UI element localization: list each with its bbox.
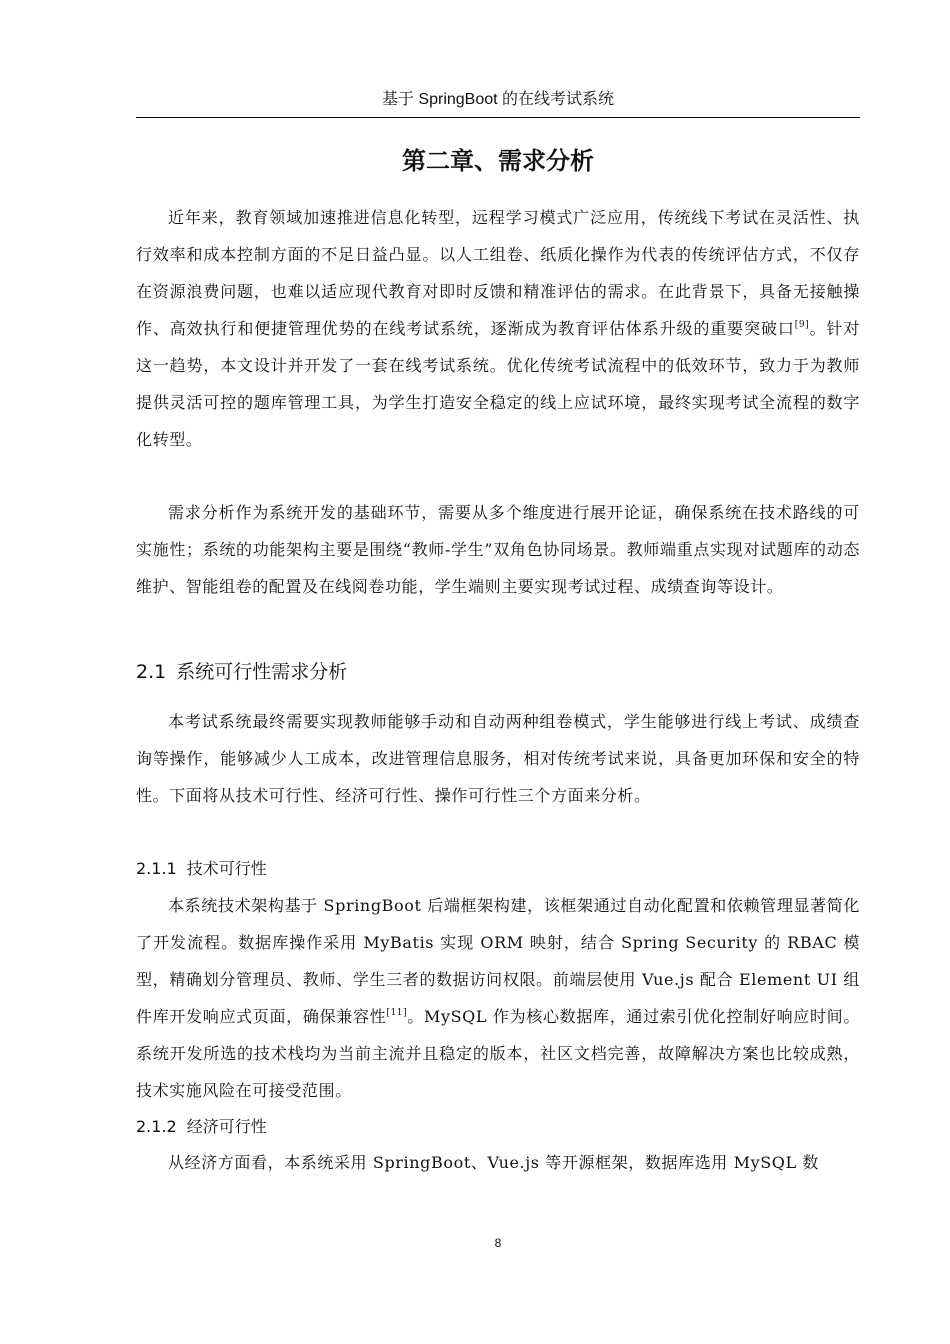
section-title: 系统可行性需求分析: [176, 661, 348, 683]
citation-11[interactable]: [11]: [386, 1008, 408, 1018]
section-number: 2.1.1: [136, 859, 177, 878]
header-rule: [136, 117, 860, 118]
section-number: 2.1.2: [136, 1117, 177, 1136]
intro-paragraph-1-text: 近年来，教育领域加速推进信息化转型，远程学习模式广泛应用，传统线下考试在灵活性、执行效率和成本控制方面的不足日益凸显。以人工组卷、纸质化操作为代表的传统评估方式，不仅存在资源浪费问题，也难以适应现代教育对即时反馈和精准评估的需求。在此背景下，具备无接触操作、高效执行和便捷管理优势的在线考试系统，逐渐成为教育评估体系升级的重要突破口: [136, 208, 860, 338]
section-2-1-2-paragraph: 从经济方面看，本系统采用 SpringBoot、Vue.js 等开源框架，数据库选用 MySQL 数: [168, 1153, 820, 1172]
section-heading-2-1: [136, 658, 860, 686]
section-title: 技术可行性: [186, 859, 267, 878]
section-2-1-1-paragraph: [136, 887, 860, 1109]
section-heading-2-1-2: [136, 1115, 860, 1139]
citation-9[interactable]: [9]: [794, 320, 810, 330]
section-2-1-1-paragraph-text-after-citation: 。MySQL 作为核心数据库，通过索引优化控制好响应时间。系统开发所选的技术栈均为当前主流并且稳定的版本，社区文档完善，故障解决方案也比较成熟，技术实施风险在可接受范围。: [136, 1007, 860, 1100]
intro-paragraph-1-text-after-citation: 。针对这一趋势，本文设计并开发了一套在线考试系统。优化传统考试流程中的低效环节，致力于为教师提供灵活可控的题库管理工具，为学生打造安全稳定的线上应试环境，最终实现考试全流程的数字化转型。: [136, 319, 860, 449]
section-heading-2-1-1: [136, 857, 860, 881]
chapter-title: 第二章、需求分析: [402, 147, 594, 175]
section-2-1-paragraph: 本考试系统最终需要实现教师能够手动和自动两种组卷模式，学生能够进行线上考试、成绩查询等操作，能够减少人工成本，改进管理信息服务，相对传统考试来说，具备更加环保和安全的特性。下面将从技术可行性、经济可行性、操作可行性三个方面来分析。: [136, 712, 860, 805]
section-number: 2.1: [136, 661, 167, 683]
page-number: 8: [494, 1236, 502, 1250]
section-title: 经济可行性: [186, 1117, 267, 1136]
intro-paragraph-1: [136, 199, 860, 458]
running-header: 基于 SpringBoot 的在线考试系统: [381, 91, 615, 108]
section-2-1-1-paragraph-text: 本系统技术架构基于 SpringBoot 后端框架构建，该框架通过自动化配置和依赖管理显著简化了开发流程。数据库操作采用 MyBatis 实现 ORM 映射，结合 Spring Security 的 RBAC 模型，精确划分管理员、教师、学生三者的数据访问权限。前端层使用 Vue.js 配合 Element UI 组件库开发响应式页面，确保兼容性: [136, 896, 860, 1026]
intro-paragraph-2: 需求分析作为系统开发的基础环节，需要从多个维度进行展开论证，确保系统在技术路线的可实施性；系统的功能架构主要是围绕“教师-学生”双角色协同场景。教师端重点实现对试题库的动态维护、智能组卷的配置及在线阅卷功能，学生端则主要实现考试过程、成绩查询等设计。: [136, 503, 860, 596]
